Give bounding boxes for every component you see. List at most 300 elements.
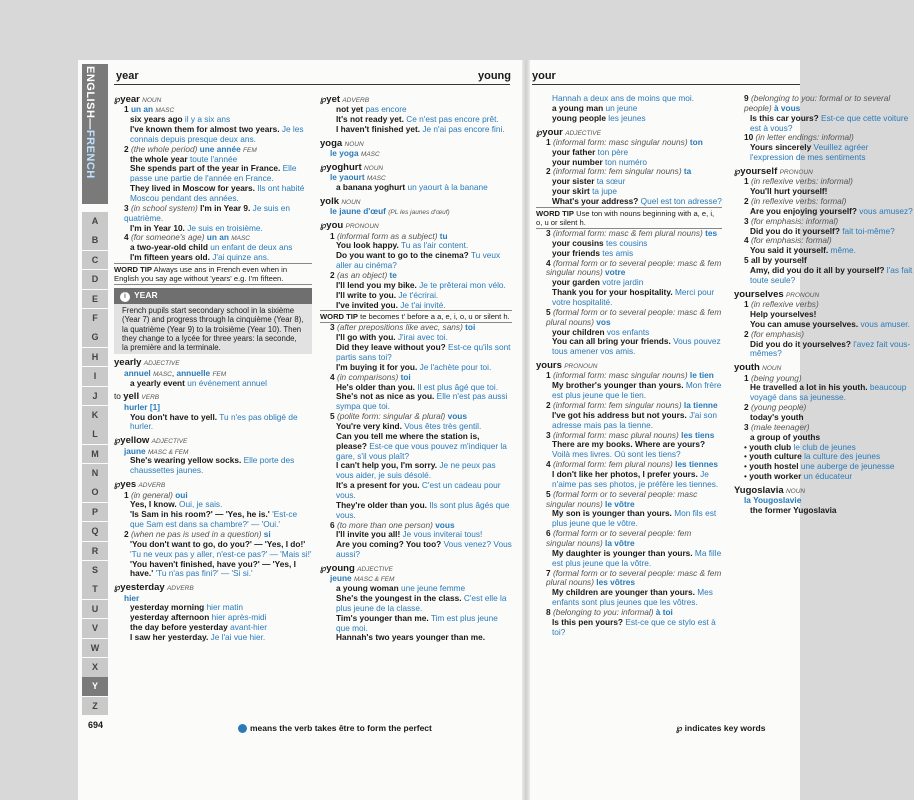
entry-line: [114, 184, 312, 204]
entry-text: young people: [552, 112, 606, 123]
entry-text: 8: [546, 607, 551, 618]
french-translation: Veuillez agréer l'expression de mes sentiments: [750, 142, 869, 163]
headword: yell: [123, 391, 140, 403]
entry-text: (after prepositions like avec, sans): [336, 322, 463, 333]
page-number: 694: [88, 720, 104, 730]
entry-text: 1: [744, 176, 749, 187]
entry-text: You said it yourself.: [750, 245, 829, 256]
french-translation: Mon fils est plus jeune que le vôtre.: [552, 508, 717, 529]
grammar-label: ADVERB: [342, 97, 370, 104]
french-translation: jeune: [330, 573, 352, 584]
french-translation: les vôtres: [596, 577, 636, 588]
entry-text: Is this car yours?: [750, 112, 819, 123]
header-rule-left: [114, 84, 510, 85]
entry-line: [320, 149, 512, 159]
french-translation: les tiennes: [675, 459, 719, 470]
french-translation: Oui, je sais.: [179, 499, 223, 510]
headword: yourself: [740, 166, 778, 178]
entry-text: 4: [124, 232, 129, 243]
thumb-tab-f[interactable]: F: [82, 309, 108, 328]
thumb-tab-l[interactable]: L: [82, 425, 108, 444]
french-translation: Hannah a deux ans de moins que moi.: [552, 93, 695, 103]
french-translation: un éducateur: [803, 471, 853, 482]
thumb-tab-k[interactable]: K: [82, 406, 108, 425]
french-translation: Vous êtes très gentil.: [404, 421, 482, 431]
column-1: [114, 94, 312, 643]
french-translation: Je l'ai vue hier.: [210, 631, 266, 642]
grammar-label: PRONOUN: [345, 223, 379, 231]
entry-text: a yearly event: [130, 377, 185, 388]
thumb-tab-b[interactable]: B: [82, 231, 108, 250]
entry-text: (formal form or to several people: masc singular nouns): [546, 488, 698, 509]
grammar-label: (PL les jaunes d'œuf): [388, 209, 450, 217]
grammar-label: NOUN: [344, 140, 364, 148]
entry-text: (formal form or to several people: masc & fem plural nouns): [546, 306, 722, 327]
entry-text: all by yourself: [750, 255, 807, 266]
french-translation: Mes enfants sont plus jeunes que les vôtres.: [552, 587, 713, 608]
grammar-label: ADVERB: [138, 482, 166, 490]
french-translation: vos: [596, 316, 611, 327]
entry-line: [320, 540, 512, 560]
entry-text: (informal form: masc plural nouns): [552, 429, 679, 440]
entry-text: 10: [744, 132, 754, 143]
french-translation: Ils ont habité Moscou pendant des années.: [130, 183, 305, 204]
entry-text: WORD TIP: [320, 312, 358, 322]
entry-text: (the whole period): [130, 143, 198, 154]
french-translation: vos enfants: [606, 326, 650, 337]
entry-line: [320, 183, 512, 193]
french-translation: un enfant de deux ans: [210, 242, 293, 253]
french-translation: hier matin: [206, 602, 243, 613]
entry-text: It's not ready yet.: [336, 114, 404, 125]
grammar-label: NOUN: [341, 199, 361, 207]
entry-line: [536, 259, 722, 279]
entry-line: [734, 383, 914, 403]
french-translation: toi: [400, 371, 411, 382]
grammar-label: PRONOUN: [785, 291, 820, 299]
grammar-label: MASC & FEM: [353, 576, 395, 584]
thumb-index: [80, 62, 110, 732]
entry-text: My brother's younger than yours.: [552, 380, 684, 391]
grammar-label: MASC: [231, 235, 250, 243]
french-translation: Elle n'est pas aussi sympa que toi.: [336, 391, 508, 412]
entry-text: 'You haven't finished, have you?' — 'Yes, I have.': [130, 558, 296, 579]
entry-text: 2: [124, 143, 129, 154]
entry-text: WORD TIP: [536, 208, 574, 218]
entry-line: [320, 461, 512, 481]
thumb-tab-z[interactable]: Z: [82, 697, 108, 716]
entry-text: [114, 288, 312, 304]
entry-line: [734, 340, 914, 360]
entry-text: (informal form: masc singular nouns): [552, 136, 688, 147]
entry-line: [114, 456, 312, 476]
entry-text: 'Is Sam in his room?' — 'Yes, he is.': [130, 509, 270, 520]
french-translation: 'Tu ne veux pas y aller, n'est-ce pas?' — 'Mais si!': [130, 548, 312, 559]
french-translation: tu: [439, 230, 448, 241]
entry-text: I'll write to you.: [336, 289, 397, 300]
headword: yearly: [114, 357, 142, 369]
entry-text: 5: [546, 306, 551, 317]
entry-text: 1: [546, 136, 551, 147]
entry-line: annuel MASC, annuelle FEM: [124, 367, 227, 378]
french-translation: Elle passe une partie de l'année en France.: [130, 163, 297, 184]
french-translation: une jeune femme: [401, 583, 466, 594]
entry-text: (formal form or to several people: masc & fem singular nouns): [546, 257, 722, 278]
entry-text: 1: [744, 299, 749, 310]
entry-line: [536, 337, 722, 357]
entry-text: ℘: [320, 563, 327, 574]
french-translation: un événement annuel: [187, 377, 268, 388]
french-translation: Je te prêterai mon vélo.: [419, 279, 506, 290]
entry-line: • youth hostel une auberge de jeunesse: [744, 461, 895, 472]
entry-text: Do you want to go to the cinema?: [336, 250, 469, 261]
french-translation: une année: [199, 143, 241, 154]
thumb-tab-i[interactable]: I: [82, 367, 108, 386]
section-label-dash: —: [84, 118, 96, 130]
thumb-tab-c[interactable]: C: [82, 251, 108, 270]
french-translation: l'avez fait vous-mêmes?: [750, 338, 911, 359]
entry-text: (young people): [750, 402, 807, 413]
entry-text: I saw her yesterday.: [130, 631, 209, 642]
entry-text: 4: [744, 235, 749, 246]
entry-text: not yet: [336, 104, 364, 115]
entry-text: It's a present for you.: [336, 480, 420, 491]
entry-text: Thank you for your hospitality.: [552, 287, 673, 298]
thumb-tab-h[interactable]: H: [82, 348, 108, 367]
french-translation: hurler [1]: [124, 401, 160, 412]
french-translation: tes cousins: [605, 237, 648, 248]
thumb-tab-o[interactable]: O: [82, 483, 108, 502]
french-translation: fait toi-même?: [842, 225, 895, 236]
entry-text: There are my books. Where are yours?: [552, 439, 706, 450]
entry-text: (informal form: fem singular nouns): [552, 166, 682, 177]
entry-line: [320, 343, 512, 363]
french-translation: Tu as l'air content.: [401, 240, 469, 251]
entry-text: (informal form: masc singular nouns): [552, 370, 688, 381]
headword: you: [326, 220, 344, 232]
header-rule-right: [532, 84, 800, 85]
entry-text: (informal form: masc & fem plural nouns): [552, 227, 703, 238]
header-right-page-word: your: [532, 70, 556, 82]
footer-etre-note: means the verb takes être to form the perfect: [238, 723, 432, 733]
entry-line: [734, 266, 914, 286]
thumb-tab-p[interactable]: P: [82, 503, 108, 522]
french-translation: Je n'ai pas encore fini.: [422, 124, 505, 135]
entry-text: ℘: [536, 126, 543, 137]
french-translation: un an: [130, 104, 154, 115]
french-translation: annuel: [124, 367, 151, 378]
french-translation: Quel est ton adresse?: [640, 196, 722, 207]
thumb-tab-r[interactable]: R: [82, 542, 108, 561]
thumb-tab-n[interactable]: N: [82, 464, 108, 483]
entry-text: 2: [330, 269, 335, 280]
french-translation: Mon frère est plus jeune que le tien.: [552, 380, 722, 401]
entry-line: [536, 381, 722, 401]
entry-text: They lived in Moscow for years.: [130, 183, 255, 194]
entry-text: Always use ans in French even when in English you say age without 'years' e.g. I'm fifteen.: [114, 265, 288, 284]
entry-text: Yours sincerely: [750, 142, 812, 153]
thumb-tab-y[interactable]: Y: [82, 677, 108, 696]
entry-text: They're older than you.: [336, 499, 427, 510]
entry-text: Amy, did you do it all by yourself?: [750, 265, 885, 276]
french-translation: vous amusez?: [859, 205, 913, 216]
french-translation: toi: [465, 322, 476, 333]
entry-text: (when ne pas is used in a question): [130, 528, 262, 539]
entry-text: (in reflexive verbs): [750, 299, 819, 310]
entry-line: [536, 529, 722, 549]
entry-line: [114, 510, 312, 530]
entry-text: (for emphasis: informal): [750, 215, 839, 226]
entry-line: [114, 540, 312, 560]
grammar-label: MASC: [155, 107, 175, 115]
thumb-tab-d[interactable]: D: [82, 270, 108, 289]
thumb-tab-e[interactable]: E: [82, 290, 108, 309]
french-translation: Je ne peux pas vous aider, je suis désolé.: [336, 460, 496, 481]
entry-text: YEAR: [134, 290, 158, 301]
french-translation: Ils sont plus âgés que vous.: [336, 499, 510, 520]
french-translation: tes amis: [602, 247, 634, 258]
french-translation: votre jardin: [602, 277, 644, 288]
entry-line: [320, 251, 512, 271]
grammar-label: FEM: [212, 370, 227, 378]
entry-text: 4: [546, 257, 551, 268]
entry-text: yesterday morning: [130, 602, 205, 613]
french-translation: la tienne: [683, 400, 718, 410]
entry-text: the whole year: [130, 153, 188, 164]
entry-text: (informal form as a subject): [336, 230, 438, 241]
entry-text: your sister: [552, 176, 595, 187]
entry-text: 1: [124, 489, 129, 500]
entry-text: yesterday afternoon: [130, 612, 210, 623]
grammar-label: NOUN: [785, 487, 806, 495]
entry-line: [734, 94, 914, 114]
entry-line: [320, 125, 512, 135]
book-gutter: [522, 60, 530, 800]
entry-text: a young woman: [336, 583, 399, 594]
headword: your: [542, 126, 563, 138]
thumb-tab-a[interactable]: A: [82, 212, 108, 231]
french-translation: oui: [175, 489, 188, 500]
thumb-tab-u[interactable]: U: [82, 600, 108, 619]
entry-line: [536, 197, 722, 207]
entry-text: 1: [124, 104, 129, 115]
french-translation: Est-ce que vous pouvez m'indiquer la gare, s'il vous plaît?: [336, 440, 507, 461]
french-translation: ta jupe: [592, 186, 618, 197]
french-translation: la vôtre: [605, 538, 635, 549]
entry-text: (in reflexive verbs: formal): [750, 196, 847, 207]
headword: yes: [120, 479, 137, 491]
entry-text: (in school system): [130, 202, 198, 213]
entry-text: I'm in Year 10.: [130, 222, 185, 233]
entry-text: 2: [546, 166, 551, 177]
thumb-tab-t[interactable]: T: [82, 580, 108, 599]
entry-text: I don't like her photos, I prefer yours.: [552, 469, 698, 480]
entry-line: [536, 569, 722, 589]
french-translation: Je n'aime pas ses photos, je préfère les tiennes.: [552, 469, 719, 489]
headword: yourselves: [734, 288, 784, 300]
entry-text: 6: [546, 528, 551, 539]
thumb-tab-w[interactable]: W: [82, 639, 108, 658]
entry-line: • youth worker un éducateur: [744, 471, 853, 482]
entry-text: (as an object): [336, 269, 388, 280]
french-translation: un an: [206, 232, 229, 243]
french-translation: annuelle: [176, 367, 211, 378]
french-translation: le yaourt: [330, 172, 365, 183]
french-translation: C'est elle la plus jeune de la classe.: [336, 593, 507, 613]
entry-line: [114, 253, 312, 263]
header-last-word: young: [478, 70, 511, 82]
french-translation: Ma fille est plus jeune que la vôtre.: [552, 547, 722, 568]
entry-text: (for emphasis): [750, 328, 804, 339]
entry-text: the day before yesterday: [130, 622, 228, 633]
entry-text: I've known them for almost two years.: [130, 124, 280, 135]
headword: yesterday: [120, 582, 165, 594]
entry-text: a young man: [552, 102, 604, 113]
entry-text: youth club: [749, 441, 792, 452]
entry-text: 5: [546, 488, 551, 499]
entry-text: Help yourselves!: [750, 308, 817, 319]
entry-line: [320, 301, 512, 311]
thumb-tab-m[interactable]: M: [82, 445, 108, 464]
entry-text: 4: [330, 371, 335, 382]
grammar-label: PRONOUN: [779, 169, 813, 177]
entry-text: 2: [744, 402, 749, 413]
section-label-english: ENGLISH: [84, 66, 96, 119]
french-translation: Je t'écrirai.: [398, 289, 439, 300]
entry-line: • youth club le club de jeunes: [744, 441, 856, 452]
entry-text: your number: [552, 156, 603, 167]
french-translation: vous amuser.: [860, 318, 910, 329]
thumb-tab-g[interactable]: G: [82, 328, 108, 347]
french-translation: le yoga: [330, 148, 359, 159]
info-icon: i: [120, 292, 130, 302]
french-translation: Vous venez? Vous aussi?: [336, 539, 512, 560]
entry-text: 1: [330, 230, 335, 241]
french-translation: J'irai avec toi.: [397, 332, 448, 343]
french-translation: vous: [447, 411, 467, 422]
entry-text: (polite form: singular & plural): [336, 411, 446, 422]
entry-text: ℘: [320, 220, 327, 231]
headword: yet: [326, 94, 341, 105]
french-translation: Je t'ai invité.: [400, 299, 446, 310]
french-translation: C'est un cadeau pour vous.: [336, 480, 501, 501]
entry-text: My daughter is younger than yours.: [552, 547, 693, 558]
grammar-label: NOUN: [142, 97, 162, 104]
grammar-label: NOUN: [762, 365, 782, 373]
entry-line: [536, 308, 722, 328]
entry-text: 1: [744, 372, 749, 383]
entry-text: 4: [546, 459, 551, 470]
entry-text: 2: [744, 328, 749, 339]
french-translation: ta: [683, 166, 692, 177]
section-label-french: FRENCH: [84, 129, 96, 179]
french-translation: avant-hier: [230, 622, 267, 633]
french-translation: il y a six ans: [184, 114, 231, 125]
headword: yoghurt: [326, 162, 362, 174]
entry-text: 3: [546, 227, 551, 238]
french-translation: Tu n'es pas obligé de hurler.: [130, 411, 298, 432]
alphabet-tabs: [82, 212, 108, 716]
french-translation: si: [263, 528, 271, 539]
french-translation: les jeunes: [608, 112, 646, 123]
entry-text: (to more than one person): [336, 519, 433, 530]
entry-text: I'm in Year 9.: [200, 202, 251, 213]
entry-text: Can you tell me where the station is, please?: [336, 430, 480, 451]
entry-text: You'll hurt yourself!: [750, 186, 828, 197]
entry-text: ℘: [114, 435, 121, 446]
entry-line: [536, 470, 722, 490]
french-translation: le club de jeunes: [793, 441, 856, 452]
header-first-word: year: [116, 70, 139, 82]
entry-text: (belonging to you: formal or to several people): [744, 93, 891, 113]
entry-line: [536, 588, 722, 608]
french-translation: Je suis en troisième.: [187, 222, 263, 233]
thumb-tab-j[interactable]: J: [82, 387, 108, 406]
entry-text: You look happy.: [336, 240, 399, 251]
entry-line: [536, 618, 722, 638]
entry-text: ℘: [320, 94, 327, 104]
entry-text: 9: [744, 93, 749, 103]
culture-box-year: [114, 288, 312, 354]
entry-text: 3: [124, 202, 129, 213]
grammar-label: VERB: [141, 394, 160, 402]
headword: yolk: [320, 196, 340, 208]
entry-text: My children are younger than yours.: [552, 587, 695, 598]
thumb-tab-s[interactable]: S: [82, 561, 108, 580]
french-translation: Voilà mes livres. Où sont les tiens?: [552, 449, 681, 460]
entry-text: a two-year-old child: [130, 242, 208, 253]
entry-line: [320, 614, 512, 634]
french-translation: Je l'achète pour toi.: [419, 361, 492, 372]
entry-text: I've got his address but not yours.: [552, 409, 687, 420]
entry-text: ℘: [114, 479, 121, 490]
entry-text: 7: [546, 567, 551, 578]
grammar-label: MASC: [366, 175, 386, 183]
french-translation: le jaune d'œuf: [330, 206, 386, 217]
entry-line: [536, 207, 722, 229]
entry-text: (formal form or to several people: masc & fem plural nouns): [546, 567, 722, 588]
entry-line: [320, 501, 512, 521]
column-3: [536, 94, 722, 638]
entry-text: French pupils start secondary school in la sixième (Year 7) and progress through la cinquième (Year 8), la quatrième (Year 9) to la troisième (Year 10). Then they change to a lycée for three years: la seconde, la première and la terminale.: [122, 306, 304, 353]
french-translation: Je les connais depuis presque deux ans.: [130, 124, 304, 144]
entry-text: She's the youngest in the class.: [336, 593, 462, 604]
thumb-tab-q[interactable]: Q: [82, 522, 108, 541]
thumb-tab-v[interactable]: V: [82, 619, 108, 638]
entry-text: your father: [552, 146, 596, 157]
french-translation: votre: [605, 267, 626, 278]
entry-text: 1: [546, 370, 551, 381]
entry-text: (formal form or to several people: fem singular nouns): [546, 528, 692, 549]
entry-text: You're very kind.: [336, 421, 402, 431]
etre-marker-icon: [238, 724, 247, 733]
entry-line: [114, 560, 312, 580]
french-translation: ta sœur: [596, 176, 626, 187]
french-translation: Est-ce que ce stylo est à toi?: [552, 616, 716, 637]
entry-text: I'll lend you my bike.: [336, 279, 417, 290]
entry-text: (belonging to you: informal): [552, 607, 654, 618]
french-translation: Elle porte des chaussettes jaunes.: [130, 455, 295, 476]
entry-line: [536, 509, 722, 529]
entry-line: [320, 392, 512, 412]
french-translation: une auberge de jeunesse: [800, 461, 895, 472]
thumb-tab-x[interactable]: X: [82, 658, 108, 677]
entry-text: WORD TIP: [114, 265, 152, 275]
grammar-label: MASC: [360, 151, 380, 159]
entry-line: [320, 432, 512, 462]
french-translation: pas encore: [365, 104, 407, 115]
grammar-label: ADJECTIVE: [565, 129, 601, 137]
